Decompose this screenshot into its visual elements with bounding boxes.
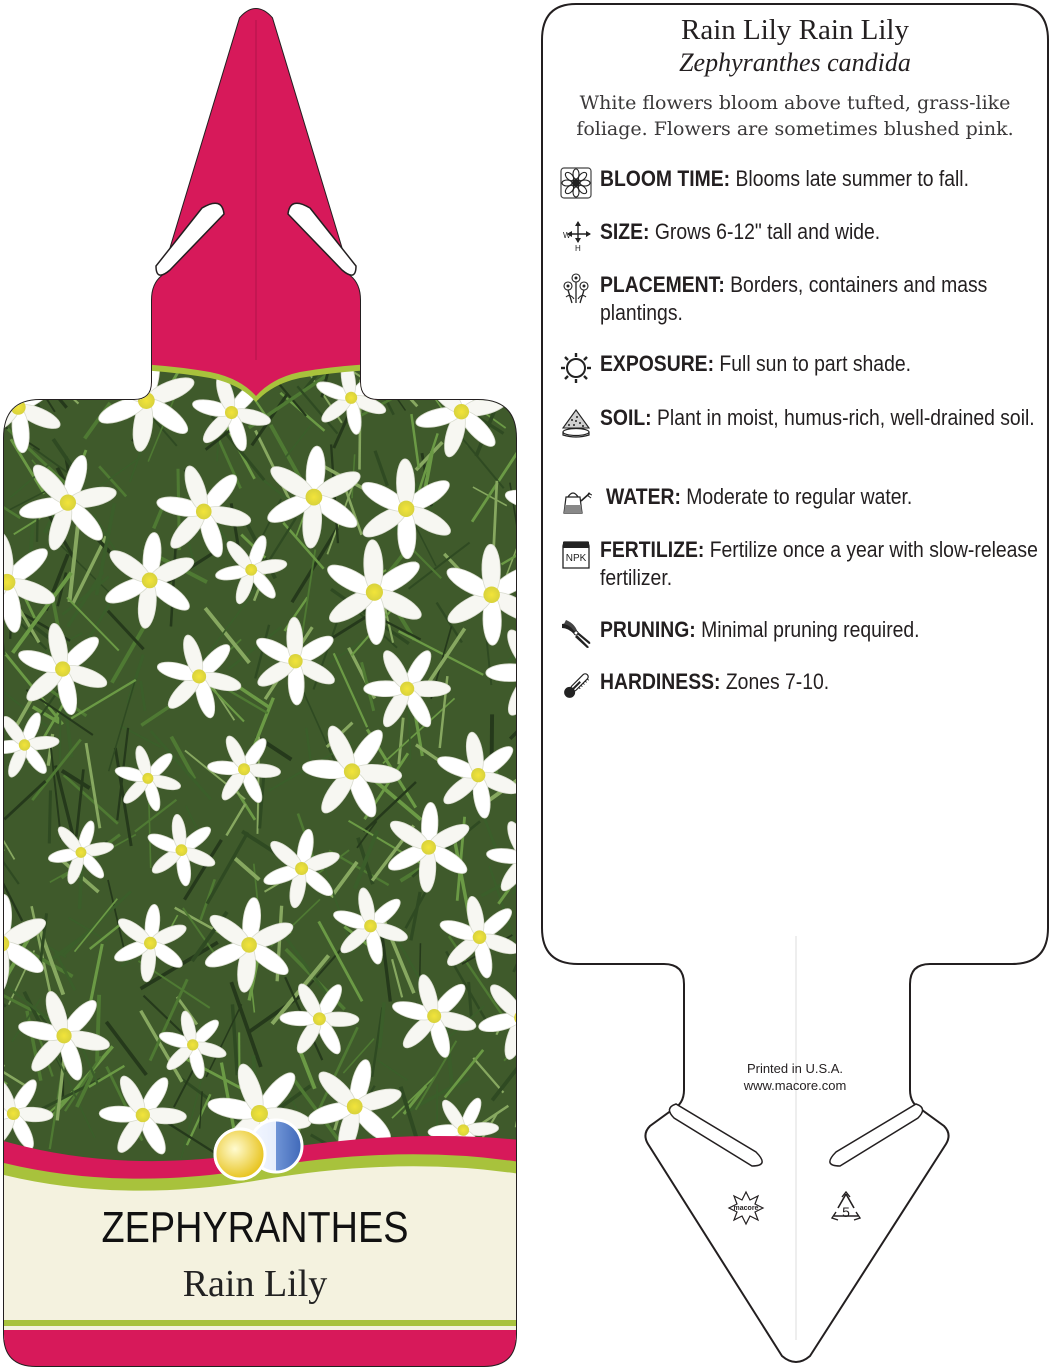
macore-logo-icon [729,1192,763,1224]
flower-photo [0,291,520,1180]
exposure-value: Full sun to part shade. [714,351,911,376]
npk-bag-icon [560,538,592,570]
hardiness-value: Zones 7-10. [720,669,830,694]
pruners-icon [560,618,592,650]
hardiness-label: HARDINESS: [600,669,721,694]
common-name: Rain Lily Rain Lily [681,14,909,46]
size-arrows-icon [560,220,592,252]
soil-value: Plant in moist, humus-rich, well-drained soil. [651,405,1035,430]
thermometer-icon [560,670,592,702]
svg-text:macore: macore [733,1205,759,1212]
plant-description: White flowers bloom above tufted, grass-like foliage. Flowers are sometimes blushed pink. [576,92,1014,140]
bloom-time-value: Blooms late summer to fall. [730,166,969,191]
printer-info [700,1060,890,1094]
bloom-time-label: BLOOM TIME: [600,166,731,191]
variety-name: Rain Lily [182,1263,328,1305]
svg-text:5: 5 [842,1204,850,1220]
pruning-value: Minimal pruning required. [695,617,920,642]
placement-label: PLACEMENT: [600,272,725,297]
soil-label: SOIL: [600,405,652,430]
printed-in-text: Printed in U.S.A. [746,1061,844,1076]
flower-icon [560,167,592,199]
fertilize-label: FERTILIZE: [600,537,705,562]
flower-cluster-icon [560,273,592,305]
water-label: WATER: [606,484,681,509]
svg-text:H: H [575,244,581,252]
water-value: Moderate to regular water. [680,484,913,509]
svg-text:W: W [563,231,571,240]
front-tag [0,0,520,1369]
size-value: Grows 6-12" tall and wide. [649,219,881,244]
svg-text:NPK: NPK [565,553,587,564]
exposure-label: EXPOSURE: [600,351,715,376]
watering-can-icon [560,485,592,517]
soil-pile-icon [560,406,592,438]
size-label: SIZE: [600,219,650,244]
pruning-label: PRUNING: [600,617,696,642]
botanical-name: Zephyranthes candida [679,48,911,77]
fertilize-value: Fertilize once a year with slow-release fertilizer. [600,537,1038,590]
website-text: www.macore.com [743,1078,847,1093]
placement-value: Borders, containers and mass plantings. [600,272,988,325]
genus-name: ZEPHYRANTHES [101,1203,409,1252]
sun-icon [560,352,592,384]
